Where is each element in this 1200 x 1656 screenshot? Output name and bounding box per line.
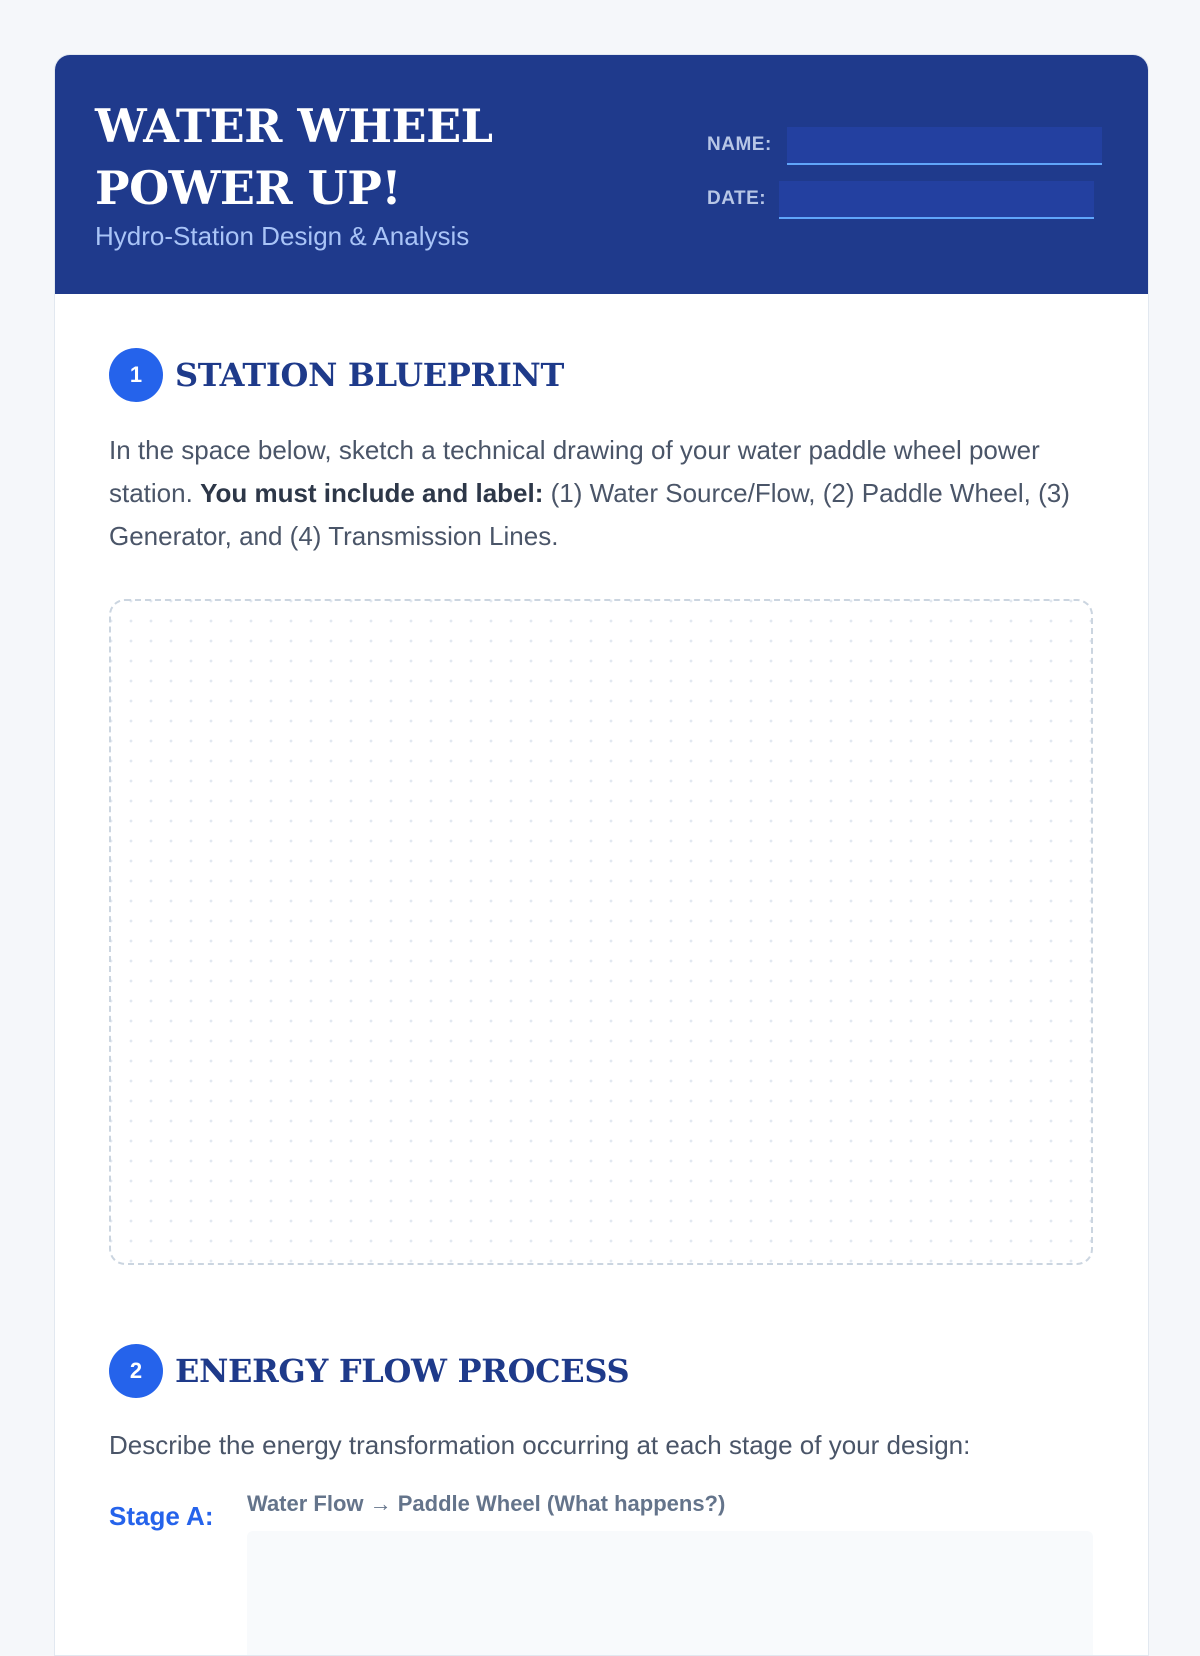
date-label: DATE: xyxy=(707,188,767,209)
blueprint-sketch-area[interactable] xyxy=(109,599,1093,1265)
worksheet-subtitle: Hydro-Station Design & Analysis xyxy=(95,221,470,251)
section-2-number-badge: 2 xyxy=(109,1344,163,1398)
stage-a-answer-field[interactable] xyxy=(247,1531,1093,1656)
date-field[interactable] xyxy=(779,181,1094,219)
instructions-emphasis: You must include and label: xyxy=(200,478,544,508)
section-1-instructions xyxy=(109,429,1099,558)
worksheet-title: WATER WHEEL POWER UP! xyxy=(95,99,493,215)
instructions-items: (1) Water Source/Flow, (2) Paddle Wheel, (3) Generator, and (4) Transmission Lines. xyxy=(109,478,1070,551)
name-label: NAME: xyxy=(707,134,772,155)
section-2-description: Describe the energy transformation occurring at each stage of your design: xyxy=(109,1430,971,1460)
section-1-title: STATION BLUEPRINT xyxy=(175,356,564,394)
worksheet xyxy=(54,54,1149,1656)
stage-a-label: Stage A: xyxy=(109,1501,214,1531)
section-1-number-badge: 1 xyxy=(109,348,163,402)
name-field[interactable] xyxy=(787,127,1102,165)
stage-a-prompt: Water Flow → Paddle Wheel (What happens?) xyxy=(247,1491,726,1516)
worksheet-header xyxy=(55,55,1148,294)
section-2-title: ENERGY FLOW PROCESS xyxy=(175,1352,630,1390)
instructions-intro: In the space below, sketch a technical drawing of your water paddle wheel power station. xyxy=(109,435,1040,508)
